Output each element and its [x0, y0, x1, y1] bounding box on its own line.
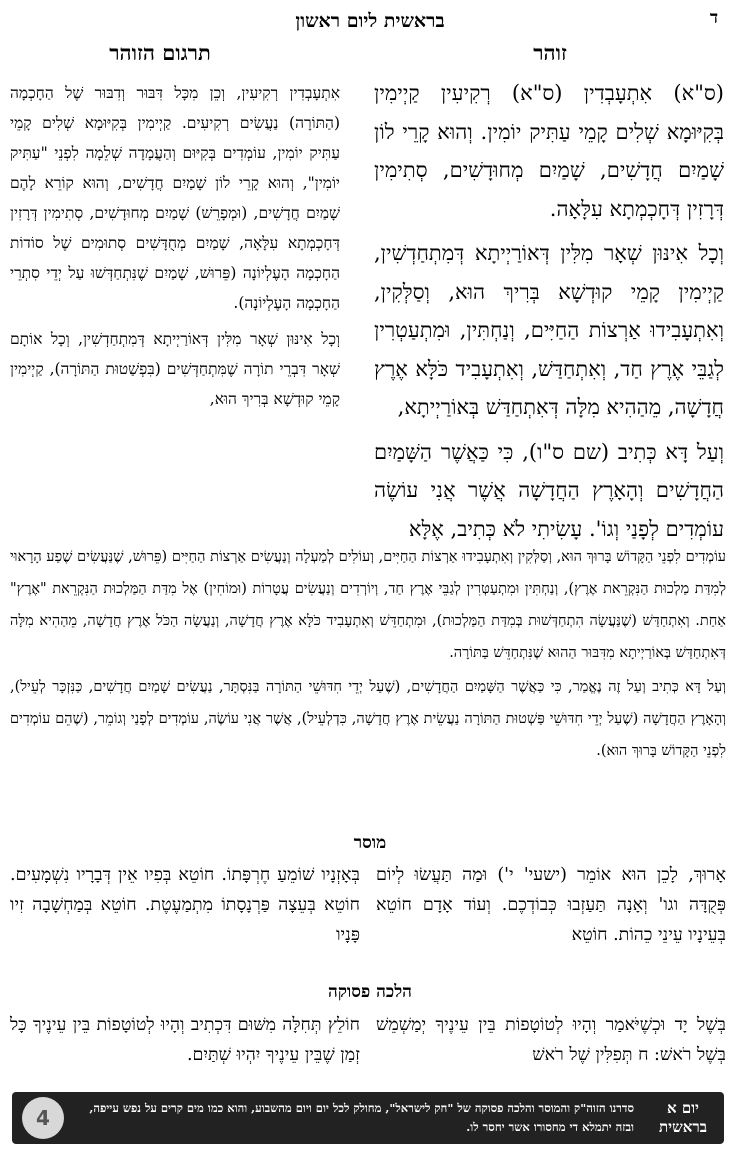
zohar-heading: זוהר — [533, 40, 567, 65]
zohar-paragraph: וְכָל אִינּוּן שְׁאָר מִלִּין דְּאוֹרַיְיתָא דְּמִתְחַדְשִׁין, קַיְימִין קָמֵי קוּדְשָׁא בְּרִיךְ הוּא, וְסַלְּקִין, וְאִתְעָבִידוּ אַרְצוֹת הַחַיִּים, וְנַחְתִּין, וּמִתְעַטְרִין לְגַבֵּי אֶרֶץ חַד, וְאִתְחַדַּשׁ, וְאִתְעָבִיד כֹּלָּא אֶרֶץ חֲדָשָׁה, מֵהַהִיא מִלָּה דְּאִתְחַדַּשׁ בְּאוֹרַיְיתָא, — [374, 241, 724, 419]
targum-paragraph: וְכָל אִינּוּן שְׁאָר מִלִּין דְּאוֹרַיְיתָא דְּמִתְחַדְשִׁין, וְכָל אוֹתָם שְׁאָר דִּבְרֵי תוֹרָה שֶׁמִּתְחַדְּשִׁים (בִּפְשַׁטוּת הַתּוֹרָה), קַיְימִין קָמֵי קוּדְשָׁא בְּרִיךְ הוּא, — [10, 330, 340, 408]
continuation-paragraph: עוֹמְדִים לִפְנֵי הַקָּדוֹשׁ בָּרוּךְ הוּא, וְסַלְּקִין וְאִתְעָבִידוּ אַרְצוֹת הַחַיִּים, וְעוֹלִים לְמַעְלָה וְנַעֲשִׂים אַרְצוֹת הַחַיִּים (פֵּרוּשׁ, שֶׁנַּעֲשִׂים שֶׁפַע הָרָאוּי לְמִדַּת מַלְכוּת הַנִּקְרֵאת אֶרֶץ), וְנַחְתִּין וּמִתְעַטְּרִין לְגַבֵּי אֶרֶץ חַד, וְיוֹרְדִים וְנַעֲשִׂים עֲטָרוֹת (וּמוֹחִין) אֶל מִדַּת הַמַּלְכוּת הַנִּקְרֵאת "אֶרֶץ" אַחַת. וְאִתְחַדַּשׁ (שֶׁנַּעֲשָׂה הִתְחַדְּשׁוּת בְּמִדַּת הַמַּלְכוּת), וּמִתְחַדֵּשׁ וְאִתְעָבִיד כֹּלָּא אֶרֶץ חֲדָשָׁה, וְנַעֲשָׂה הַכֹּל אֶרֶץ חֲדָשָׁה, מֵהַהִיא מִלָּה דְּאִתְחַדַּשׁ בְּאוֹרַיְיתָא מִדִּבּוּר הַהוּא שֶׁנִּתְחַדֵּשׁ בַּתּוֹרָה. — [10, 549, 726, 661]
targum-paragraph: אִתְעָבְדִין רְקִיעִין, וְכֵן מִכָּל דִּבּוּר וְדִבּוּר שֶׁל הַחָכְמָה (הַתּוֹרָה) נַעֲשִׂים רְקִיעִים. קַיְימִין בְּקִיּוּמָא שְׁלִים קָמֵי עַתִּיק יוֹמִין, עוֹמְדִים בְּקִיּוּם וְהַעֲמָדָה שְׁלֵמָה לִפְנֵי "עַתִּיק יוֹמִין", וְהוּא קָרֵי לוֹן שָׁמַיִם חֲדָשִׁים, וְהוּא קוֹרֵא לָהֶם שָׁמַיִם חֲדָשִׁים, (וּמְפָרֵשׁ) שָׁמַיִם מְחוּדָשִׁים, סְתִימִין דְּרָזִין דְּחָכְמְתָא עִלָּאָה, שָׁמַיִם מְחֻדָּשִׁים סְתוּמִים שֶׁל סוֹדוֹת הַחָכְמָה הָעֶלְיוֹנָה (פֵּרוּשׁ, שָׁמַיִם שֶׁנִּתְחַדְּשׁוּ עַל יְדֵי סִתְרֵי הַחָכְמָה הָעֶלְיוֹנָה). — [10, 84, 340, 312]
targum-column — [10, 78, 340, 420]
halacha-right-column: בְּשֶׁל יָד וּכְשֶׁיֹּאמַר וְהָיוּ לְטוֹטָפוֹת בֵּין עֵינֶיךָ יְמַשְׁמֵשׁ בְּשֶׁל רֹאשׁ: ח תְּפִלִּין שֶׁל רֹאשׁ — [376, 1015, 726, 1065]
page-letter: ד — [709, 8, 718, 28]
zohar-column — [374, 74, 724, 554]
footer-parasha-line: בראשית — [659, 1118, 707, 1136]
musar-left-column: בְּאָזְנָיו שׁוֹמֵעַ חֶרְפָּתוֹ. חוֹטֵא בְּפִיו אֵין דְּבָרָיו נִשְׁמָעִים. חוֹטֵא בְּעֵצָה פַּרְנָסָתוֹ מִתְמַעֶטֶת. חוֹטֵא בְּמַחְשָׁבָה זִיו פָּנָיו — [10, 865, 360, 945]
running-head: בראשית ליום ראשון — [295, 10, 445, 32]
musar-right-column: אָרוּךְ, לָכֵן הוּא אוֹמֵר (ישעי' י') וּמַה תַּעֲשׂוּ לְיוֹם פְּקֻדָּה וגו' וְאָנָה תַּעַזְבוּ כְּבוֹדְכֶם. וְעוֹד אָדָם חוֹטֵא בְּעֵינָיו עֵינֵי כֵהוֹת. חוֹטֵא — [376, 865, 726, 945]
footer-day-label — [642, 1099, 724, 1137]
page-number-badge: 4 — [22, 1097, 64, 1139]
footer-description: סדרנו הזוה"ק והמוסר והלכה פסוקה של "חק לישראל", מחולק לכל יום ויום מהשבוע, והוא כמו מים קרים על נפש עייפה, ובזה יתמלא די מחסורו אשר יחסר לו. — [89, 1101, 634, 1134]
halacha-heading: הלכה פסוקה — [328, 982, 412, 1002]
halacha-section — [10, 1010, 726, 1070]
musar-heading: מוסר — [353, 833, 387, 853]
musar-section — [10, 860, 726, 950]
zohar-paragraph: (ס"א) אִתְעָבְדִין (ס"א) רְקִיעִין קַיְימִין בְּקִיּוּמָא שְׁלִים קָמֵי עַתִּיק יוֹמִין. וְהוּא קָרֵי לוֹן שָׁמַיִם חֲדָשִׁים, שָׁמַיִם מְחוּדָשִׁים, סְתִימִין דְּרָזִין דְּחָכְמְתָא עִלָּאָה. — [374, 81, 724, 221]
halacha-left-column: חוֹלֵץ תְּחִלָּה מִשּׁוּם דִּכְתִיב וְהָיוּ לְטוֹטָפוֹת בֵּין עֵינֶיךָ כָּל זְמַן שֶׁבֵּין עֵינֶיךָ יִהְיוּ שְׁתַּיִם. — [10, 1015, 360, 1065]
targum-continuation — [10, 541, 726, 769]
zohar-paragraph: וְעַל דָּא כְּתִיב (שם ס"ו), כִּי כַּאֲשֶׁר הַשָּׁמַיִם הַחֲדָשִׁים וְהָאָרֶץ הַחֲדָשָׁה אֲשֶׁר אֲנִי עוֹשֶׂה עוֹמְדִים לְפָנַי וְגוֹ'. עָשִׂיתִי לֹא כְּתִיב, אֶלָּא — [374, 439, 724, 541]
footer-banner — [12, 1092, 724, 1144]
footer-day-line: יום א — [667, 1099, 699, 1117]
targum-heading: תרגום הזוהר — [109, 40, 211, 65]
continuation-paragraph: וְעַל דָּא כְּתִיב וְעַל זֶה נֶאֱמַר, כִּי כַּאֲשֶׁר הַשָּׁמַיִם הַחֲדָשִׁים, (שֶׁעַל יְדֵי חִדּוּשֵׁי הַתּוֹרָה בַּנִּסְתָּר, נַעֲשִׂים שָׁמַיִם חֲדָשִׁים, כַּנִּזְכָּר לְעֵיל), וְהָאָרֶץ הַחֲדָשָׁה (שֶׁעַל יְדֵי חִדּוּשֵׁי פַּשְׁטוּת הַתּוֹרָה נַעֲשֵׂית אֶרֶץ חֲדָשָׁה, כִּדְלְעֵיל), אֲשֶׁר אֲנִי עוֹשֶׂה, עוֹמְדִים לְפָנַי וְגוֹמֵר, (שֶׁהֵם עוֹמְדִים לִפְנֵי הַקָּדוֹשׁ בָּרוּךְ הוּא). — [10, 679, 726, 759]
